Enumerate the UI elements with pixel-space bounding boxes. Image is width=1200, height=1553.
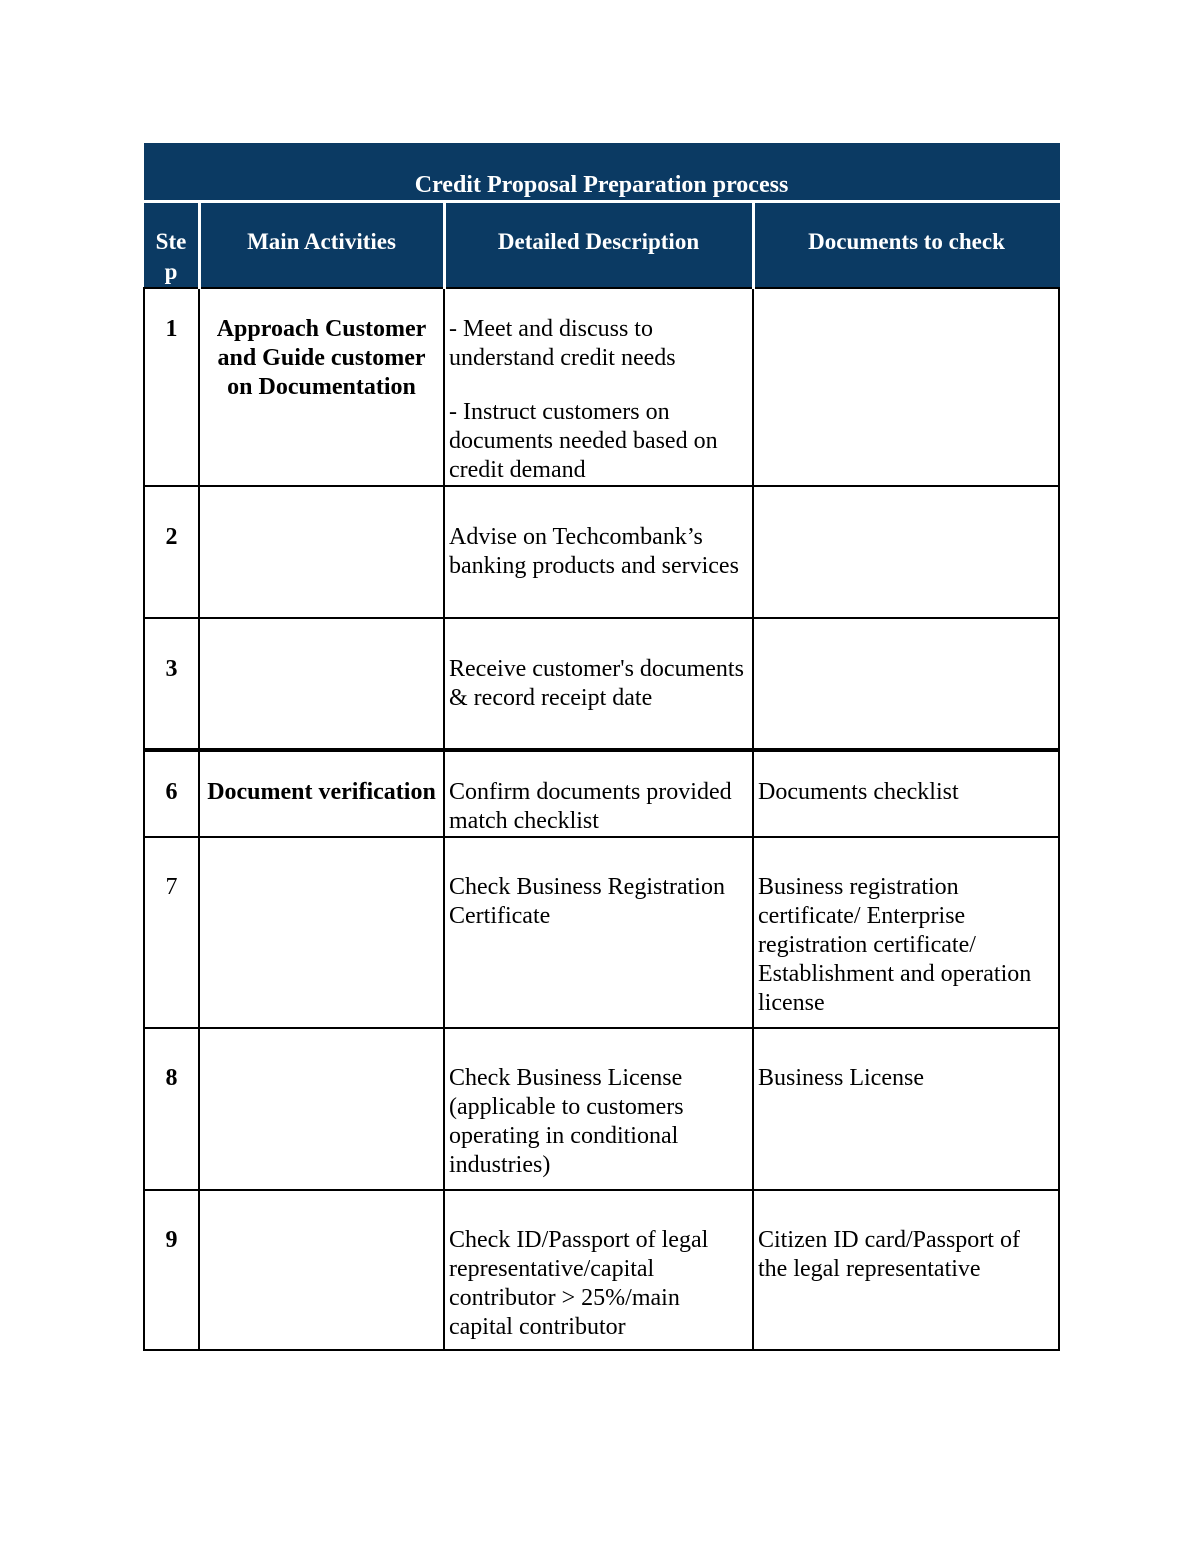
main-activity: [199, 486, 444, 618]
main-activity: [199, 1028, 444, 1190]
detailed-description: Check Business Registration Certificate: [444, 837, 753, 1028]
documents-to-check: [753, 288, 1059, 486]
documents-to-check: Citizen ID card/Passport of the legal representative: [753, 1190, 1059, 1350]
documents-to-check: Business License: [753, 1028, 1059, 1190]
step-number: 8: [144, 1028, 199, 1190]
description-line: - Instruct customers on documents needed based on credit demand: [449, 399, 718, 483]
table-row: [144, 837, 1059, 1028]
table-row: [144, 618, 1059, 750]
main-activity: Document verification: [199, 750, 444, 837]
header-detailed-description: Detailed Description: [444, 202, 753, 289]
header-step-label: Ste p: [155, 229, 187, 284]
detailed-description: Advise on Techcombank’s banking products and services: [444, 486, 753, 618]
header-row: [144, 202, 1059, 289]
step-number: 1: [144, 288, 199, 486]
table-title: Credit Proposal Preparation process: [144, 144, 1059, 202]
header-documents-to-check: Documents to check: [753, 202, 1059, 289]
header-step: [144, 202, 199, 289]
step-number: 2: [144, 486, 199, 618]
documents-to-check: Documents checklist: [753, 750, 1059, 837]
step-number: 3: [144, 618, 199, 750]
table-row: [144, 1190, 1059, 1350]
step-number: 7: [144, 837, 199, 1028]
detailed-description: Check Business License (applicable to customers operating in conditional industries): [444, 1028, 753, 1190]
table-row: [144, 486, 1059, 618]
detailed-description: Confirm documents provided match checklist: [444, 750, 753, 837]
step-number: 6: [144, 750, 199, 837]
header-main-activities: Main Activities: [199, 202, 444, 289]
credit-process-table: [143, 143, 1060, 1351]
detailed-description: [444, 288, 753, 486]
detailed-description: Receive customer's documents & record receipt date: [444, 618, 753, 750]
table-row: [144, 1028, 1059, 1190]
documents-to-check: [753, 618, 1059, 750]
documents-to-check: [753, 486, 1059, 618]
step-number: 9: [144, 1190, 199, 1350]
table-row: [144, 288, 1059, 486]
detailed-description: Check ID/Passport of legal representative/capital contributor > 25%/main capital contributor: [444, 1190, 753, 1350]
table-row: [144, 750, 1059, 837]
main-activity: [199, 837, 444, 1028]
documents-to-check: Business registration certificate/ Enterprise registration certificate/ Establishment and operation license: [753, 837, 1059, 1028]
description-line: - Meet and discuss to understand credit needs: [449, 316, 676, 371]
main-activity: [199, 1190, 444, 1350]
main-activity: [199, 618, 444, 750]
main-activity: Approach Customer and Guide customer on Documentation: [199, 288, 444, 486]
